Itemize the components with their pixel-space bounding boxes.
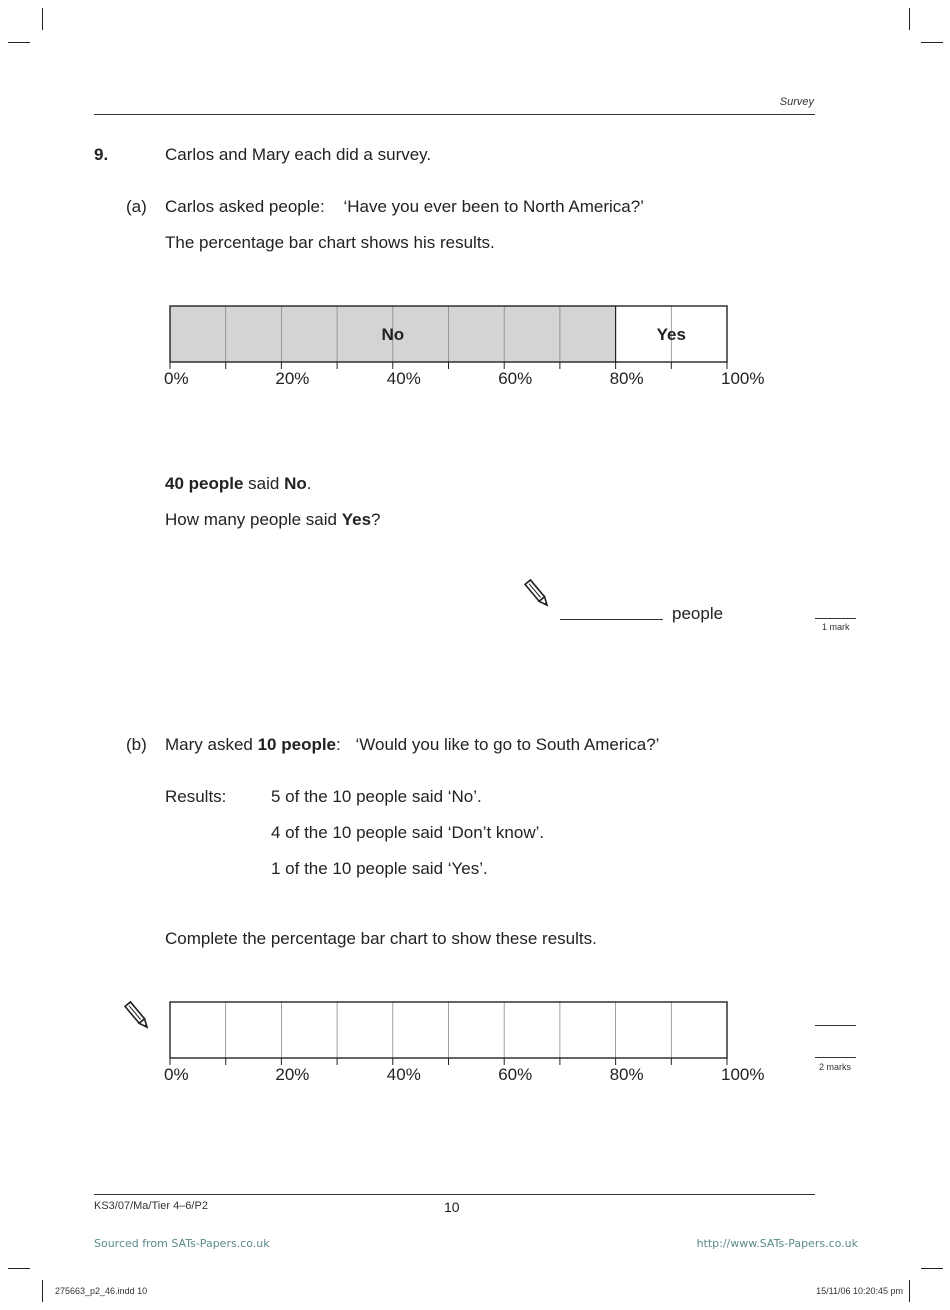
tick-label: 100%: [721, 369, 765, 388]
crop-mark: [42, 1280, 43, 1302]
pencil-icon: [124, 1000, 150, 1037]
source-right[interactable]: http://www.SATs-Papers.co.uk: [696, 1237, 858, 1250]
crop-mark: [909, 8, 910, 30]
page-number: 10: [444, 1199, 460, 1215]
part-b-ask-prefix: Mary asked: [165, 735, 258, 754]
q-prefix: How many people said: [165, 510, 342, 529]
pencil-icon: [524, 578, 550, 615]
section-title: Survey: [779, 96, 814, 108]
answer-line-a[interactable]: [560, 619, 663, 620]
part-b-ask-bold: 10 people: [257, 735, 337, 754]
part-b-ask-colon: :: [336, 735, 341, 754]
part-b-label: (b): [126, 735, 147, 754]
part-a-label: (a): [126, 197, 147, 216]
segment-label: No: [381, 325, 405, 344]
footer-rule: [94, 1194, 815, 1195]
marks-a: 1 mark: [822, 622, 850, 632]
mark-line-b2: [815, 1057, 856, 1058]
mark-line-a: [815, 618, 856, 619]
crop-mark: [8, 1268, 30, 1269]
tick-label: 0%: [164, 369, 189, 388]
tick-label: 0%: [164, 1065, 189, 1084]
result-line: 5 of the 10 people said ‘No’.: [271, 787, 482, 806]
question-intro: Carlos and Mary each did a survey.: [165, 145, 432, 164]
result-line: 4 of the 10 people said ‘Don’t know’.: [271, 823, 545, 842]
source-left[interactable]: Sourced from SATs-Papers.co.uk: [94, 1237, 270, 1250]
answer-unit: people: [672, 604, 724, 623]
header-rule: [94, 114, 815, 115]
tick-label: 60%: [498, 1065, 533, 1084]
segment-label: Yes: [656, 325, 686, 344]
part-b-question: [165, 735, 659, 755]
percentage-bar-chart-carlos: [150, 296, 790, 401]
percentage-bar-chart-mary[interactable]: [150, 992, 790, 1097]
part-a-question: [165, 197, 644, 217]
crop-mark: [42, 8, 43, 30]
chart-b-svg[interactable]: [150, 992, 790, 1092]
part-a-fact: [165, 474, 311, 494]
mark-line-b: [815, 1025, 856, 1026]
paper-code: KS3/07/Ma/Tier 4–6/P2: [94, 1200, 208, 1212]
tick-label: 100%: [721, 1065, 765, 1084]
crop-mark: [921, 1268, 943, 1269]
tick-label: 20%: [275, 1065, 310, 1084]
part-a-ask-prefix: Carlos asked people:: [165, 197, 325, 216]
question-number: 9.: [94, 145, 109, 164]
result-line: 1 of the 10 people said ‘Yes’.: [271, 859, 488, 878]
tick-label: 20%: [275, 369, 310, 388]
time-stamp: 15/11/06 10:20:45 pm: [816, 1286, 903, 1296]
fact-no: No: [284, 474, 307, 493]
chart-a-svg: [150, 296, 790, 396]
fact-count: 40 people: [165, 474, 244, 493]
fact-mid: said: [243, 474, 285, 493]
part-b-ask-quote: ‘Would you like to go to South America?’: [355, 735, 660, 754]
q-yes: Yes: [341, 510, 372, 529]
tick-label: 80%: [609, 369, 644, 388]
q-end: ?: [371, 510, 381, 529]
results-label: Results:: [165, 787, 227, 806]
crop-mark: [909, 1280, 910, 1302]
part-a-chart-description: The percentage bar chart shows his results.: [165, 233, 495, 252]
part-b-instruction: Complete the percentage bar chart to show these results.: [165, 929, 597, 948]
marks-b: 2 marks: [819, 1062, 852, 1072]
file-name: 275663_p2_46.indd 10: [55, 1286, 148, 1296]
crop-mark: [8, 42, 30, 43]
crop-mark: [921, 42, 943, 43]
tick-label: 40%: [386, 369, 421, 388]
tick-label: 80%: [609, 1065, 644, 1084]
part-a-question-yes: [165, 510, 381, 530]
tick-label: 60%: [498, 369, 533, 388]
tick-label: 40%: [386, 1065, 421, 1084]
fact-end: .: [306, 474, 312, 493]
part-a-ask-quote: ‘Have you ever been to North America?’: [343, 197, 644, 216]
